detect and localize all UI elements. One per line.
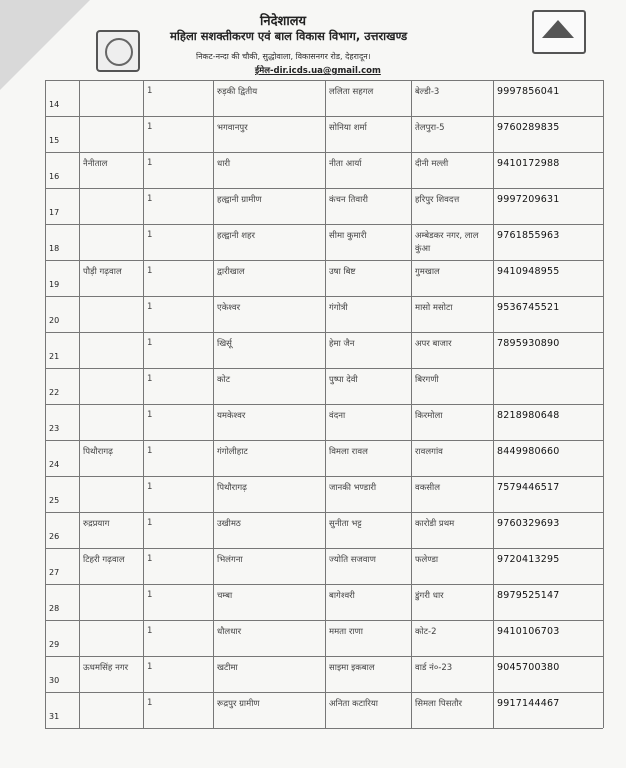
- officer-name: सोनिया शर्मा: [329, 123, 367, 133]
- table-vline: [603, 80, 604, 728]
- block-name: उखीमठ: [217, 519, 241, 529]
- count-cell: 1: [147, 518, 153, 528]
- district-name: टिहरी गढ़वाल: [83, 555, 125, 565]
- serial-number: 26: [49, 532, 60, 541]
- place-name: कोट-2: [415, 627, 437, 637]
- table-hline: [45, 692, 603, 693]
- district-name: ऊधमसिंह नगर: [83, 663, 129, 673]
- place-name: सिमला पिसतौर: [415, 699, 462, 709]
- block-name: कोट: [217, 375, 231, 385]
- office-address: निकट-नन्दा की चौकी, सुद्धोवाला, विकासनगर रोड, देहरादून।: [196, 52, 371, 61]
- serial-number: 17: [49, 208, 60, 217]
- count-cell: 1: [147, 158, 153, 168]
- place-name: अम्बेडकर नगर, लाल कुंआ: [415, 231, 479, 254]
- page-fold-corner: [0, 0, 90, 90]
- count-cell: 1: [147, 302, 153, 312]
- count-cell: 1: [147, 446, 153, 456]
- count-cell: 1: [147, 662, 153, 672]
- count-cell: 1: [147, 338, 153, 348]
- serial-number: 15: [49, 136, 60, 145]
- officer-name: विमला रावल: [329, 447, 368, 457]
- block-name: द्वारीखाल: [217, 267, 245, 277]
- phone-number: 9536745521: [497, 302, 560, 313]
- officer-name: सीमा कुमारी: [329, 231, 367, 241]
- officer-table: [45, 80, 603, 728]
- serial-number: 16: [49, 172, 60, 181]
- phone-number: 9720413295: [497, 554, 560, 565]
- serial-number: 28: [49, 604, 60, 613]
- block-name: धौलधार: [217, 627, 242, 637]
- count-cell: 1: [147, 266, 153, 276]
- place-name: किरमोला: [415, 411, 443, 421]
- table-hline: [45, 404, 603, 405]
- phone-number: 9760329693: [497, 518, 560, 529]
- serial-number: 21: [49, 352, 60, 361]
- serial-number: 23: [49, 424, 60, 433]
- block-name: रूद्रपुर ग्रामीण: [217, 699, 260, 709]
- block-name: चम्बा: [217, 591, 233, 601]
- table-hline: [45, 512, 603, 513]
- phone-number: 9410106703: [497, 626, 560, 637]
- serial-number: 20: [49, 316, 60, 325]
- phone-number: 9997209631: [497, 194, 560, 205]
- count-cell: 1: [147, 374, 153, 384]
- serial-number: 30: [49, 676, 60, 685]
- table-hline: [45, 728, 603, 729]
- officer-name: अनिता कटारिया: [329, 699, 378, 709]
- phone-number: 8449980660: [497, 446, 560, 457]
- table-hline: [45, 116, 603, 117]
- place-name: कारोडी प्रथम: [415, 519, 455, 529]
- count-cell: 1: [147, 626, 153, 636]
- department-seal-logo: [96, 30, 140, 72]
- phone-number: 9410172988: [497, 158, 560, 169]
- place-name: डुंगरी धार: [415, 591, 444, 601]
- officer-name: पुष्पा देवी: [329, 375, 358, 385]
- count-cell: 1: [147, 122, 153, 132]
- block-name: भगवानपुर: [217, 123, 248, 133]
- phone-number: 9997856041: [497, 86, 560, 97]
- district-name: पिथौरागढ़: [83, 447, 113, 457]
- serial-number: 24: [49, 460, 60, 469]
- serial-number: 19: [49, 280, 60, 289]
- table-hline: [45, 152, 603, 153]
- officer-name: वंदना: [329, 411, 346, 421]
- uttarakhand-emblem-logo: [532, 10, 586, 54]
- count-cell: 1: [147, 590, 153, 600]
- phone-number: 9761855963: [497, 230, 560, 241]
- district-name: पौड़ी गढ़वाल: [83, 267, 122, 277]
- phone-number: 9760289835: [497, 122, 560, 133]
- serial-number: 27: [49, 568, 60, 577]
- officer-name: साइमा इकबाल: [329, 663, 375, 673]
- count-cell: 1: [147, 194, 153, 204]
- place-name: अपर बाजार: [415, 339, 452, 349]
- count-cell: 1: [147, 410, 153, 420]
- table-hline: [45, 476, 603, 477]
- serial-number: 22: [49, 388, 60, 397]
- district-name: नैनीताल: [83, 159, 108, 169]
- table-hline: [45, 368, 603, 369]
- block-name: हल्द्वानी शहर: [217, 231, 256, 241]
- district-name: रुद्रप्रयाग: [83, 519, 110, 529]
- place-name: गुमखाल: [415, 267, 440, 277]
- block-name: पिथौरागढ़: [217, 483, 247, 493]
- place-name: वार्ड नं०-23: [415, 663, 453, 673]
- block-name: एकेश्वर: [217, 303, 241, 313]
- block-name: खटीमा: [217, 663, 238, 673]
- place-name: तेलपुरा-5: [415, 123, 445, 133]
- officer-name: उषा बिष्ट: [329, 267, 356, 277]
- table-hline: [45, 620, 603, 621]
- place-name: फलेण्डा: [415, 555, 439, 565]
- officer-name: जानकी भण्डारी: [329, 483, 377, 493]
- block-name: भिलंगना: [217, 555, 243, 565]
- officer-name: बागेश्वरी: [329, 591, 355, 601]
- table-hline: [45, 296, 603, 297]
- count-cell: 1: [147, 698, 153, 708]
- officer-name: ममता राणा: [329, 627, 363, 637]
- serial-number: 25: [49, 496, 60, 505]
- place-name: रावलगांव: [415, 447, 443, 457]
- block-name: रुड़की द्वितीय: [217, 87, 258, 97]
- table-hline: [45, 260, 603, 261]
- table-hline: [45, 656, 603, 657]
- officer-name: गंगोत्री: [329, 303, 348, 313]
- table-hline: [45, 224, 603, 225]
- table-hline: [45, 80, 603, 81]
- place-name: वकसील: [415, 483, 440, 493]
- office-email: ईमेल-dir.icds.ua@gmail.com: [255, 66, 381, 76]
- officer-name: कंचन तिवारी: [329, 195, 368, 205]
- phone-number: 9045700380: [497, 662, 560, 673]
- count-cell: 1: [147, 230, 153, 240]
- phone-number: 8218980648: [497, 410, 560, 421]
- place-name: हरिपुर शिवदत्त: [415, 195, 460, 205]
- phone-number: 7895930890: [497, 338, 560, 349]
- table-hline: [45, 584, 603, 585]
- serial-number: 14: [49, 100, 60, 109]
- block-name: हल्द्वानी ग्रामीण: [217, 195, 262, 205]
- count-cell: 1: [147, 86, 153, 96]
- officer-name: नीता आर्या: [329, 159, 362, 169]
- department-name: महिला सशक्तीकरण एवं बाल विकास विभाग, उत्तराखण्ड: [170, 29, 408, 43]
- officer-name: सुनीता भट्ट: [329, 519, 362, 529]
- table-hline: [45, 548, 603, 549]
- block-name: यमकेश्वर: [217, 411, 246, 421]
- phone-number: 8979525147: [497, 590, 560, 601]
- officer-name: ललिता सहगल: [329, 87, 374, 97]
- block-name: खिर्सू: [217, 339, 232, 349]
- table-hline: [45, 332, 603, 333]
- serial-number: 29: [49, 640, 60, 649]
- block-name: धारी: [217, 159, 231, 169]
- count-cell: 1: [147, 554, 153, 564]
- table-hline: [45, 188, 603, 189]
- place-name: बिरगणी: [415, 375, 439, 385]
- table-hline: [45, 440, 603, 441]
- place-name: मासो मसोटा: [415, 303, 453, 313]
- officer-name: हेमा जैन: [329, 339, 355, 349]
- serial-number: 31: [49, 712, 60, 721]
- count-cell: 1: [147, 482, 153, 492]
- phone-number: 7579446517: [497, 482, 560, 493]
- phone-number: 9410948955: [497, 266, 560, 277]
- directorate-title: निदेशालय: [260, 14, 307, 29]
- place-name: बेल्डी-3: [415, 87, 440, 97]
- place-name: दीनी मल्ली: [415, 159, 449, 169]
- serial-number: 18: [49, 244, 60, 253]
- block-name: गंगोलीहाट: [217, 447, 248, 457]
- phone-number: 9917144467: [497, 698, 560, 709]
- officer-name: ज्योति सजवाण: [329, 555, 376, 565]
